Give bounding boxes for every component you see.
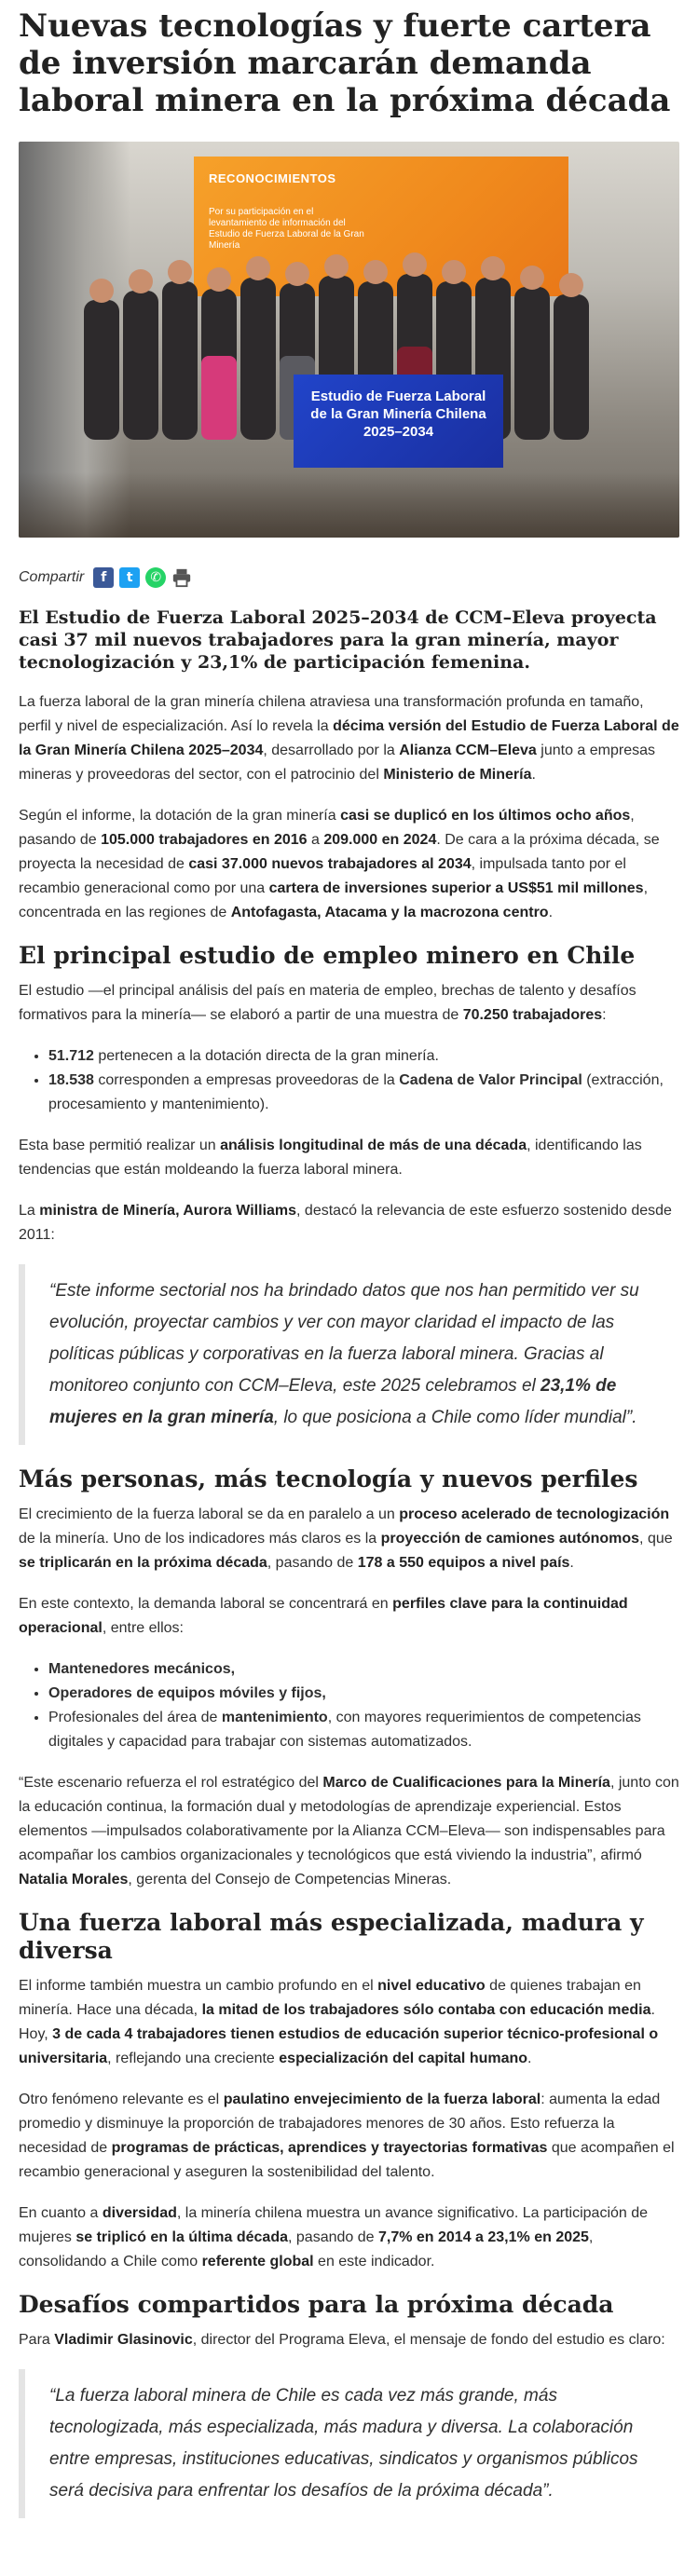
sample-list (19, 1044, 679, 1117)
screen-text: Por su participación en el levantamiento de información del Estudio de Fuerza Laboral de la Gran Minería (209, 207, 364, 251)
paragraph-2: Según el informe, la dotación de la gran minería casi se duplicó en los últimos ocho años, pasando de 105.000 trabajadores en 2016 a 209.000 en 2024. De cara a la próxima década, se proyecta la necesidad de casi 37.000 nuevos trabajadores al 2034, impulsada tanto por el recambio generacional como por una cartera de inversiones superior a US$51 mil millones, concentrada en las regiones de Antofagasta, Atacama y la macrozona centro. (19, 808, 660, 920)
paragraph-12: Para Vladimir Glasinovic, director del Programa Eleva, el mensaje de fondo del estudio es claro: (19, 2332, 665, 2348)
list-item: • 18.538 corresponden a empresas proveedoras de la Cadena de Valor Principal (extracción, procesamiento y mantenimiento). (48, 1069, 679, 1117)
print-icon[interactable] (171, 567, 192, 588)
share-bar (19, 567, 679, 588)
whatsapp-icon[interactable]: ✆ (145, 567, 166, 588)
paragraph-5: La ministra de Minería, Aurora Williams, destacó la relevancia de este esfuerzo sostenido desde 2011: (19, 1203, 672, 1243)
list-item: • 51.712 pertenecen a la dotación directa de la gran minería. (48, 1044, 679, 1069)
profiles-list (19, 1657, 679, 1754)
paragraph-7: En este contexto, la demanda laboral se concentrará en perfiles clave para la continuidad operacional, entre ellos: (19, 1596, 628, 1636)
section-heading-3: Una fuerza laboral más especializada, madura y diversa (19, 1909, 644, 1964)
section-heading-4: Desafíos compartidos para la próxima década (19, 2291, 614, 2318)
screen-heading: RECONOCIMIENTOS (209, 171, 336, 185)
paragraph-3: El estudio —el principal análisis del país en materia de empleo, brechas de talento y desafíos formativos para la minería— se elaboró a partir de una muestra de 70.250 trabajadores: (19, 983, 636, 1023)
list-item: • Operadores de equipos móviles y fijos, (48, 1682, 679, 1706)
paragraph-10: Otro fenómeno relevante es el paulatino envejecimiento de la fuerza laboral: aumenta la edad promedio y disminuye la proporción de trabajadores menores de 30 años. Esto refuerza la necesidad de programas de prácticas, aprendices y trayectorias formativas que acompañen el recambio generacional y aseguren la sostenibilidad del talento. (19, 2092, 675, 2180)
paragraph-4: Esta base permitió realizar un análisis longitudinal de más de una década, identificando las tendencias que están moldeando la fuerza laboral minera. (19, 1138, 642, 1178)
article (0, 7, 698, 2576)
article-title: Nuevas tecnologías y fuerte cartera de inversión marcarán demanda laboral minera en la próxima década (19, 7, 671, 119)
section-heading-2: Más personas, más tecnología y nuevos perfiles (19, 1465, 638, 1492)
section-heading-1: El principal estudio de empleo minero en Chile (19, 942, 636, 969)
share-label: Compartir (19, 569, 85, 585)
list-item: • Profesionales del área de mantenimiento, con mayores requerimientos de competencias digitales y capacidad para trabajar con sistemas automatizados. (48, 1706, 679, 1754)
list-item: • Mantenedores mecánicos, (48, 1657, 679, 1682)
hero-photo (19, 142, 679, 538)
paragraph-9: El informe también muestra un cambio profundo en el nivel educativo de quienes trabajan en minería. Hace una década, la mitad de los trabajadores sólo contaba con educación media. Hoy, 3 de cada 4 trabajadores tienen estudios de educación superior técnico-profesional o universitaria, reflejando una creciente especialización del capital humano. (19, 1978, 659, 2066)
article-lead: El Estudio de Fuerza Laboral 2025–2034 de CCM–Eleva proyecta casi 37 mil nuevos trabajadores para la gran minería, mayor tecnologización y 23,1% de participación femenina. (19, 607, 657, 673)
quote-minister: “Este informe sectorial nos ha brindado datos que nos han permitido ver su evolución, proyectar cambios y ver con mayor claridad el impacto de las políticas públicas y corporativas en la fuerza laboral minera. Gracias al monitoreo conjunto con CCM–Eleva, este 2025 celebramos el 23,1% de mujeres en la gran minería, lo que posiciona a Chile como líder mundial”. (19, 1264, 679, 1445)
twitter-icon[interactable]: t (119, 567, 140, 588)
quote-director: “La fuerza laboral minera de Chile es cada vez más grande, más tecnologizada, más especializada, más madura y diversa. La colaboración entre empresas, instituciones educativas, sindicatos y organismos públicos será decisiva para enfrentar los desafíos de la próxima década”. (19, 2369, 679, 2518)
paragraph-11: En cuanto a diversidad, la minería chilena muestra un avance significativo. La participación de mujeres se triplicó en la última década, pasando de 7,7% en 2014 a 23,1% en 2025, consolidando a Chile como referente global en este indicador. (19, 2205, 649, 2269)
facebook-icon[interactable]: f (93, 567, 114, 588)
paragraph-1: La fuerza laboral de la gran minería chilena atraviesa una transformación profunda en tamaño, perfil y nivel de especialización. Así lo revela la décima versión del Estudio de Fuerza Laboral de la Gran Minería Chilena 2025–2034, desarrollado por la Alianza CCM–Eleva junto a empresas mineras y proveedoras del sector, con el patrocinio del Ministerio de Minería. (19, 694, 679, 783)
study-banner: Estudio de Fuerza Laboral de la Gran Minería Chilena 2025–2034 (294, 375, 503, 468)
paragraph-6: El crecimiento de la fuerza laboral se da en paralelo a un proceso acelerado de tecnologización de la minería. Uno de los indicadores más claros es la proyección de camiones autónomos, que se triplicarán en la próxima década, pasando de 178 a 550 equipos a nivel país. (19, 1506, 673, 1571)
paragraph-8: “Este escenario refuerza el rol estratégico del Marco de Cualificaciones para la Minería, junto con la educación continua, la formación dual y metodologías de aprendizaje experiencial. Estos elementos —impulsados colaborativamente por la Alianza CCM–Eleva— son indispensables para acompañar los cambios organizacionales y tecnológicos que está viviendo la industria”, afirmó Natalia Morales, gerenta del Consejo de Competencias Mineras. (19, 1775, 679, 1888)
